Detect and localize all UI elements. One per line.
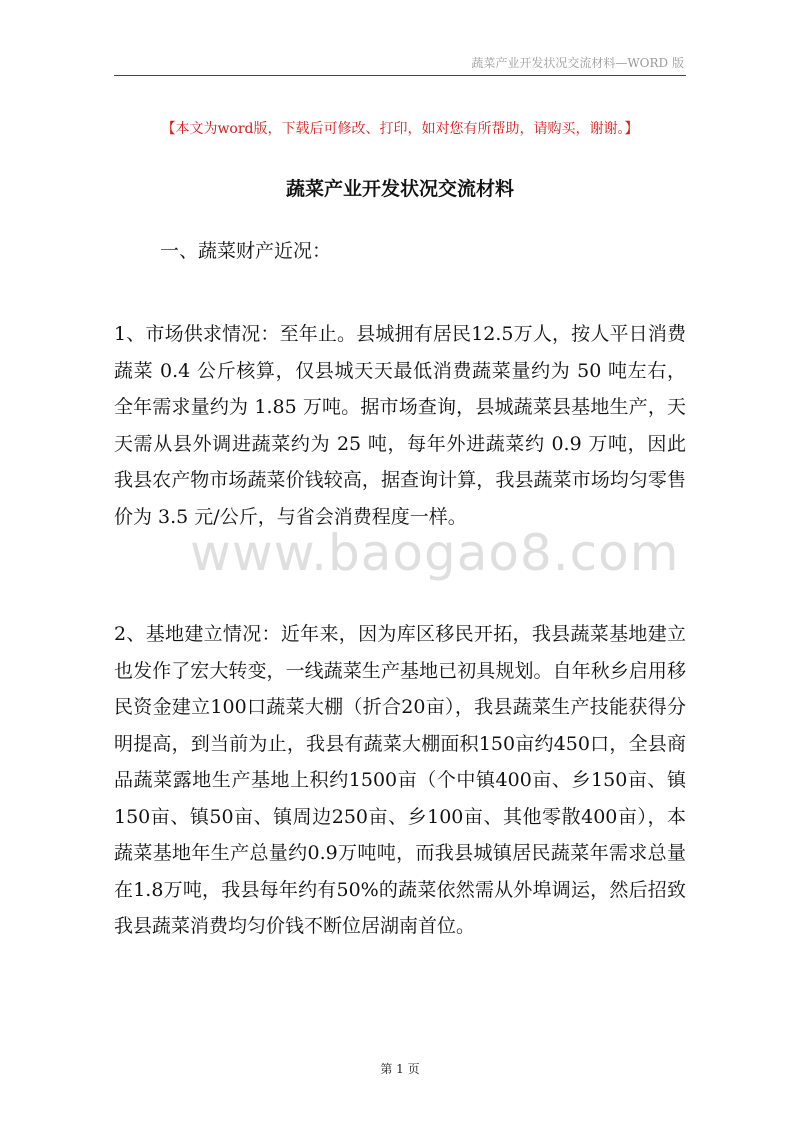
page-number: 第 1 页 bbox=[380, 1062, 420, 1076]
site-watermark: www.baogao8.com bbox=[190, 524, 680, 582]
document-title: 蔬菜产业开发状况交流材料 bbox=[285, 178, 514, 200]
paragraph-market-supply: 1、市场供求情况：至年止。县城拥有居民12.5万人，按人平日消费蔬菜 0.4 公斤核算，仅县城天天最低消费蔬菜量约为 50 吨左右，全年需求量约为 1.85 万吨。据市场查询，县城蔬菜县基地生产，天天需从县外调进蔬菜约为 25 吨，每年外进蔬菜约 0.9 万吨，因此我县农产物市场蔬菜价钱较高，据查询计算，我县蔬菜市场均匀零售价为 3.5 元/公斤，与省会消费程度一样。 bbox=[114, 323, 686, 528]
section-heading: 一、蔬菜财产近况： bbox=[160, 240, 332, 262]
purchase-notice: 【本文为word版，下载后可修改、打印，如对您有所帮助，请购买，谢谢。】 bbox=[161, 121, 639, 137]
header-divider bbox=[114, 75, 686, 76]
running-header: 蔬菜产业开发状况交流材料—WORD 版 bbox=[471, 56, 684, 70]
paragraph-base-construction: 2、基地建立情况：近年来，因为库区移民开拓，我县蔬菜基地建立也发作了宏大转变，一线蔬菜生产基地已初具规划。自年秋乡启用移民资金建立100口蔬菜大棚（折合20亩），我县蔬菜生产技能获得分明提高，到当前为止，我县有蔬菜大棚面积150亩约450口，全县商品蔬菜露地生产基地上积约1500亩（个中镇400亩、乡150亩、镇150亩、镇50亩、镇周边250亩、乡100亩、其他零散400亩），本蔬菜基地年生产总量约0.9万吨吨，而我县城镇居民蔬菜年需求总量在1.8万吨，我县每年约有50%的蔬菜依然需从外埠调运，然后招致我县蔬菜消费均匀价钱不断位居湖南首位。 bbox=[114, 623, 686, 937]
